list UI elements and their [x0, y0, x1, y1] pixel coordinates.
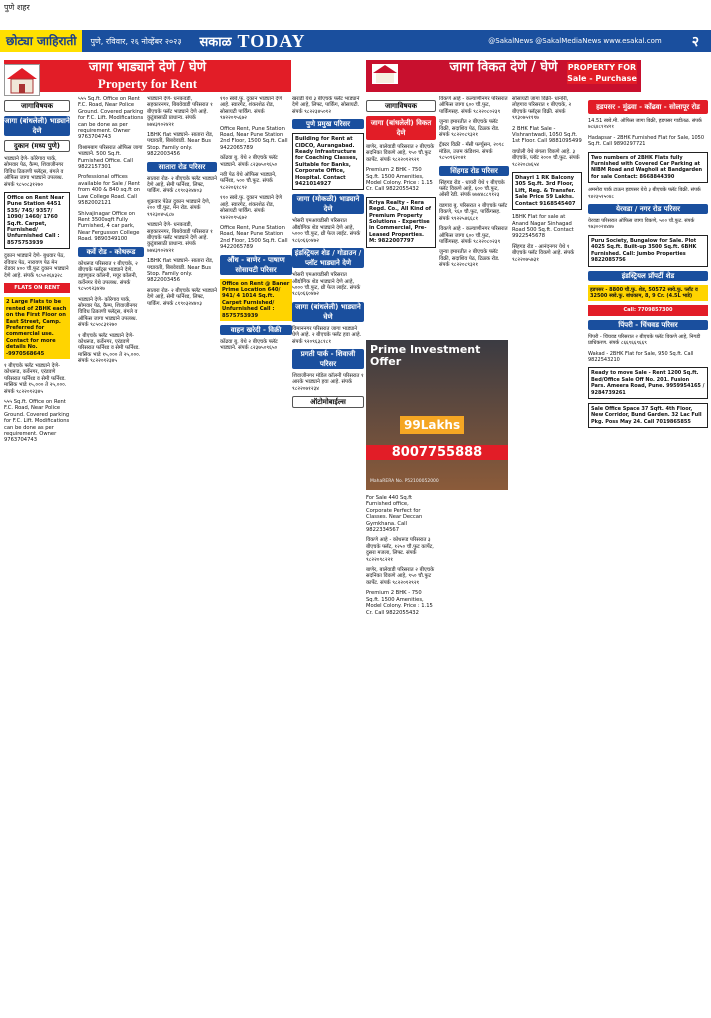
section-heading: कर्वे रोड - कोथरूड	[78, 247, 144, 257]
classified-ad: सोसायटी जागा विक्री- धानोरी, लोहगाव परिसरात १ बीएचके, २ बीएचके फ्लॅट्स विक्री. संपर्क ९१३०७५१११७	[512, 96, 572, 122]
prime-title: Prime Investment Offer	[370, 343, 481, 368]
house-icon	[372, 64, 398, 84]
classified-ad: दुकान भाड्याने देणे- बुधवार पेठ, रविवार पेठ, नारायण पेठ मेन रोडवर ४०० चौ.फुट दुकान भाड्याने देणे आहे. संपर्क ९८५०२६४३२८	[4, 253, 69, 279]
puru-ad: Puru Society, Bungalow for Sale. Plot 4025 Sq.ft. Built-up 3500 Sq.ft. 6BHK Furnished. Call: Jumbo Properties 9822085756	[588, 235, 708, 267]
classified-ad: ट्रॅक्टर विक्री - मॅसी फर्ग्युसन, २०१८ मॉडेल, उत्तम कंडिशन. संपर्क ९८५०९६२०४१	[439, 142, 505, 162]
classified-ad: नवी पेठ येथे ऑफिस भाड्याने, फर्निश्ड, ५०० चौ.फुट. संपर्क ९८२२०६१८९२	[220, 172, 277, 191]
section-heading: जागा (बांधलेली) भाड्याने देणे	[4, 117, 70, 135]
classified-ad: कोंढवा बु. येथे २ बीएचके फ्लॅट भाड्याने. संपर्क ८२३७५०९६५०	[220, 155, 278, 168]
classified-ad: Office Rent, Pune Station Road, Near Pune Station 2nd Floor, 1500 Sq.ft. Call 9422065789	[220, 125, 288, 151]
page-number: २	[691, 33, 699, 50]
section-heading: इंडस्ट्रियल प्रॉपर्टी शेड	[588, 271, 708, 281]
prime-rera: MahaRERA No. P52100052000	[370, 479, 439, 484]
prime-phone: 8007755888	[366, 445, 508, 460]
classified-ad: विकणे आहे - कल्याणीनगर परिसरात ऑफिस जागा ६०० चौ.फुट, पार्किंगसह. संपर्क ९८२२०८०२३९	[439, 96, 508, 115]
classified-ad: शिवाजीनगर मॉडेल कॉलनी परिसरात १ आरके भाड्याने हवा आहे. संपर्क ९८२२०७१२३४	[292, 372, 364, 392]
section-heading: प्रगती पार्क - शिवाजी परिसर	[292, 349, 364, 369]
classified-ad: सातारा रोड- २ बीएचके फ्लॅट भाड्याने देणे आहे, सेमी फर्निश्ड, लिफ्ट, पार्किंग. संपर्क ८१९०३२४४०३	[147, 175, 217, 195]
section-heading: वाहन खरेदी - विक्री	[220, 325, 292, 335]
column-3	[147, 96, 217, 1014]
classified-ad: येरवडा परिसरात ऑफिस जागा विकणे, ५०० चौ.फुट. संपर्क ९७३००२४४४७	[588, 218, 695, 231]
classified-ad: Professional offices available for Sale / Rent from 400 & 840 sq.ft on Law College Road. Call 9582002121	[78, 174, 141, 207]
classified-ad: 2 BHK Flat Sale - Vishrantwadi, 1050 Sq.ft. 1st Floor. Call 9881095499	[512, 125, 582, 145]
classified-ad: Shivajinagar Office on Rent 3500sqft Fully Furnished, 4 car park, Near Fergusson College Road. 9890349100	[78, 210, 140, 243]
classified-ad: विकणे आहे - कोथरूड परिसरात ३ बीएचके फ्लॅट, १२५० चौ.फुट कार्पेट, दुसरा मजला, लिफ्ट. संपर्क ९८२२०९८२२१	[366, 537, 434, 563]
section-heading: पुणे प्रमुख परिसर	[292, 119, 364, 129]
building-ad: Building for Rent at CIDCO, Aurangabad. Ready Infrastructure for Coaching Classes, Suitable for Banks, Corporate Office, Hospital. Contact 9421014927	[292, 133, 364, 190]
section-heading: येरवडा / नगर रोड परिसर	[588, 204, 708, 214]
classified-ad: भोसरी एमआयडीसी परिसरात औद्योगिक शेड भाड्याने देणे आहे, ५००० चौ.फुट, थ्री फेज लाईट. संपर्क ९८६०६६०४७२	[292, 218, 361, 244]
section-heading: हडपसर - मुंढवा - कोंढवा - सोलापूर रोड	[588, 100, 708, 114]
prime-price: 99Lakhs	[400, 416, 464, 434]
column-6-lower	[366, 495, 436, 1014]
two-numbers-ad: Two numbers of 2BHK Flats fully Furnished with Covered Car Parking at NIBM Road and Wagholi at Bandgarden for sale Contact: 8668844390	[588, 152, 708, 184]
classified-ad: Wakad - 2BHK Flat for Sale, 950 Sq.ft. Call 9822543210	[588, 350, 694, 363]
section-heading: सिंहगड रोड परिसर	[439, 166, 509, 176]
classified-ad: भाड्याने देणे- कोरेगाव पार्क, सोमवार पेठ, कैम्प, शिवाजीनगर विविध ठिकाणी फ्लॅट्स, बंगले व ऑफिस जागा भाड्याने उपलब्ध. संपर्क ९८५०८३१२७०	[78, 296, 138, 329]
classified-ad: वडगाव बु. परिसरात २ बीएचके फ्लॅट विकणे, ९६० चौ.फुट, पार्किंगसह. संपर्क ९९२२५४६६८१	[439, 202, 508, 222]
section-heading: जागा (मोकळी) भाड्याने देणे	[292, 194, 364, 214]
section-title: छोट्या जाहिराती	[0, 30, 82, 52]
industrial-call: Call: 7709857300	[588, 305, 708, 315]
column-8	[512, 96, 582, 1014]
section-heading: इंडस्ट्रियल शेड / गोडाउन / प्लॉट भाड्याने देणे	[292, 248, 364, 268]
section-heading: जागाविषयक	[4, 100, 70, 112]
classified-ad: जुन्या इमारतीत २ बीएचके फ्लॅट विक्री, सदाशिव पेठ, टिळक रोड. संपर्क ९८२२०८९३२१	[439, 119, 500, 139]
column-1	[4, 96, 70, 1014]
classified-ad: १ बीएचके फ्लॅट भाड्याने देणे- कोथरूड, कर्वेनगर, एरंडवणे परिसरात फर्निश्ड व सेमी फर्निश्ड. मासिक भाडे १५,००० ते २५,०००. संपर्क ९८२२०१२३४५	[78, 332, 141, 365]
dhayri-ad: Dhayri 1 RK Balcony 305 Sq.ft. 3rd Floor, Lift, Reg. & Transfer. Sale Price 59 Lakhs. Contact 9168545407	[512, 172, 582, 210]
classified-ad: विकणे आहे - कल्याणीनगर परिसरात ऑफिस जागा ६०० चौ.फुट, पार्किंगसह. संपर्क ९८२२०८०२३९	[439, 226, 508, 245]
sale-office-ad: Sale Office Space 37 Sqft. 4th Floor, New Corridor, Bund Garden. 32 Lac Full Pkg. Poss May 24. Call 7019865855	[588, 403, 708, 428]
section-heading: दुकान (मध्य पुणे)	[4, 140, 70, 152]
classified-ad: ५५५ Sq.ft. Office on Rent F.C. Road, Near Police Ground. Covered parking for F.C. Lift. Modifications can be done as per requirement. Owner 9763704743	[4, 399, 70, 444]
issue-date: पुणे, रविवार, २६ नोव्हेंबर २०२३	[90, 36, 182, 46]
classified-ad: भोसरी एमआयडीसी परिसरात औद्योगिक शेड भाड्याने देणे आहे, ५००० चौ.फुट, थ्री फेज लाईट. संपर्क ९८६०६६०४७२	[292, 272, 361, 298]
classified-ad: शुक्रवार पेठेत दुकान भाड्याने देणे, २०० चौ.फुट, मेन रोड. संपर्क ९९२३०४५६८७	[147, 198, 211, 218]
classified-ad: पिंपरी - चिंचवड परिसरात २ बीएचके फ्लॅट विकणे आहे, निगडी प्राधिकरण. संपर्क ८६६९६६९६६९	[588, 333, 701, 347]
flats-ad: 2 Large Flats to be rented of 2BHK each on the First Floor on East Street, Camp. Preferred for commercial use. Contact for more details No. -9970568645	[4, 297, 70, 359]
classified-ad: विश्रामबाग परिसरात ऑफिस जागा भाड्याने. 500 Sq.ft. Furnished Office. Call 9822157301	[78, 144, 143, 171]
classified-ad: ५५५ Sq.ft. Office on Rent F.C. Road, Near Police Ground. Covered parking for F.C. Lift. Modifications can be done as per requirement. Owner 9763704743	[78, 96, 144, 141]
classified-ad: ११० स्क्वे.फु. दुकान भाड्याने देणे आहे. स्वारगेट, शंकरशेठ रोड, सोसायटी पार्किंग. संपर्क ९४२२०९५६७२	[220, 96, 283, 122]
classified-ad: Office Rent, Pune Station Road, Near Pune Station 2nd Floor, 1500 Sq.ft. Call 9422065789	[220, 224, 288, 251]
ready-move-ad: Ready to move Sale - Rent 1200 Sq.ft. Bed/Office Sale Off No. 201. Fusion Pars. Ameera Road, Pune. 9959954165 / 9284739261	[588, 367, 708, 399]
classified-ad: ११० स्क्वे.फु. दुकान भाड्याने देणे आहे. स्वारगेट, शंकरशेठ रोड, सोसायटी पार्किंग. संपर्क ९४२२०९५६७२	[220, 195, 283, 221]
social-handles: @SakalNews @SakalMediaNews www.esakal.com	[488, 37, 662, 45]
section-heading: पिंपरी - चिंचवड परिसर	[588, 320, 708, 330]
classified-ad: Premium 2 BHK - 750 Sq.ft. 1500 Amenities, Model Colony. Price : 1.15 Cr. Call 9822055432	[366, 590, 433, 616]
rent-banner	[4, 60, 291, 92]
section-heading: जागाविषयक	[366, 100, 436, 112]
sale-banner	[366, 60, 641, 92]
kriya-ad: Kriya Realty - Rera Regd. Co., All Kind of Premium Property Solutions - Expertise in Commercial, Pre-Leased Properties. M: 9822007797	[366, 197, 436, 248]
classified-ad: सिंहगड रोड - आनंदनगर येथे १ बीएचके फ्लॅट विकणे आहे. संपर्क ९८२२०७५७३१	[512, 243, 575, 263]
classified-ad: Premium 2 BHK - 750 Sq.ft. 1500 Amenities, Model Colony. Price : 1.15 Cr. Call 9822055432	[366, 167, 433, 193]
classified-ad: विमाननगर परिसरात जागा भाड्याने घेणे आहे. २ बीएचके फ्लॅट हवा आहे. संपर्क ९२०९६३८१८१	[292, 325, 362, 345]
classified-ad: बाणेर, बालेवाडी परिसरात २ बीएचके सदनिका विकणे आहे, ९५० चौ.फुट कार्पेट. संपर्क ९८२२०१२९२१	[366, 144, 435, 163]
industrial-ad: हडपसर - 8800 चौ.फु. शेड, 50572 स्क्वे.फु. प्लॉट व 32500 स्क्वे.फु. बांधकाम, 8, 9 Cr. (4.5L भाडे)	[588, 285, 708, 302]
brand-today: TODAY	[237, 30, 306, 51]
classified-ad: १ बीएचके फ्लॅट भाड्याने देणे- कोथरूड, कर्वेनगर, एरंडवणे परिसरात फर्निश्ड व सेमी फर्निश्ड. मासिक भाडे १५,००० ते २५,०००. संपर्क ९८२२०१२३४५	[4, 362, 67, 395]
column-5	[292, 96, 364, 1014]
column-4	[220, 96, 292, 1014]
classified-ad: 1BHK flat भाड्याने- सातारा रोड, पद्मावती, बिबवेवाडी. Near Bus Stop. Family only. 9822003456	[147, 132, 214, 158]
column-7	[439, 96, 509, 1014]
classified-ad: कोथरूड परिसरात १ बीएचके, २ बीएचके फ्लॅट्स भाड्याने देणे. डहाणूकर कॉलनी, मयूर कॉलनी, कर्वेनगर येथे उपलब्ध. संपर्क ९८५०१२३४२७	[78, 260, 138, 293]
classified-ad: For Sale 440 Sq.ft Furnished office, Corporate Perfect for Classes. Near Deccan Gymkhana. Call 9822334567	[366, 495, 423, 534]
section-heading: औंध - बाणेर - पाषाण सोसायटी परिसर	[220, 255, 292, 275]
classified-ad: Hadapsar - 2BHK Furnished Flat for Sale, 1050 Sq.ft. Call 9890297721	[588, 134, 705, 148]
sale-banner-english: PROPERTY FOR Sale - Purchase	[567, 63, 637, 83]
classified-ad: खराडी येथे ३ बीएचके फ्लॅट भाड्याने देणे आहे, लिफ्ट, पार्किंग, सोसायटी. संपर्क ९८२२३४५०१२	[292, 96, 360, 115]
flats-heading: FLATS ON RENT	[4, 283, 70, 293]
column-9	[588, 96, 708, 1014]
classified-ad: सिंहगड रोड - धायरी येथे १ बीएचके फ्लॅट विकणे आहे, ६०० चौ.फुट, ओसी रेडी. संपर्क ७७४४८८९१२३	[439, 179, 505, 199]
classified-ad: 1BHK flat भाड्याने- सातारा रोड, पद्मावती, बिबवेवाडी. Near Bus Stop. Family only. 9822003456	[147, 258, 214, 284]
classified-ad: कोंढवा बु. येथे २ बीएचके फ्लॅट भाड्याने. संपर्क ८२३७५०९६५०	[220, 338, 278, 352]
rent-banner-marathi: जागा भाड्याने देणे / घेणे	[88, 60, 207, 75]
classified-ad: बाणेर, बालेवाडी परिसरात २ बीएचके सदनिका विकणे आहे, ९५० चौ.फुट कार्पेट. संपर्क ९८२२०१२९२१	[366, 567, 435, 586]
classified-ad: जुन्या इमारतीत २ बीएचके फ्लॅट विक्री, सदाशिव पेठ, टिळक रोड. संपर्क ९८२२०८९३२१	[439, 249, 500, 269]
column-2	[78, 96, 144, 1014]
rent-banner-english: Property for Rent	[97, 76, 198, 91]
brand-name: सकाळ	[199, 35, 232, 50]
classified-ad: वाघोली येथे बंगला विकणे आहे. ३ बीएचके, प्लॉट २००० चौ.फुट. संपर्क ९८२२०८७६५४	[512, 148, 580, 168]
office-baner-ad: Office on Rent @ Baner Prime Location 640/ 941/ 4 1014 Sq.ft. Carpet Furnished/ Unfurnished Call : 8575753939	[220, 279, 292, 321]
classified-ad: अमनोरा पार्क टाऊन हडपसर येथे ३ बीएचके फ्लॅट विक्री. संपर्क ९४२३५१५०४८	[588, 187, 701, 200]
section-heading: ऑटोमोबाईल्स	[292, 396, 364, 408]
classified-ad: 1BHK Flat for sale at Anand Nagar Sinhagad Road 500 Sq.ft. Contact 9922545678	[512, 214, 574, 240]
classified-ad: भाड्याने देणे- कोरेगाव पार्क, सोमवार पेठ, कैम्प, शिवाजीनगर विविध ठिकाणी फ्लॅट्स, बंगले व ऑफिस जागा भाड्याने उपलब्ध. संपर्क ९८५०८३१२७०	[4, 156, 64, 188]
classified-ad: भाड्याने देणे- धनकवडी, सहकारनगर, बिबवेवाडी परिसरात १ बीएचके फ्लॅट भाड्याने देणे आहे. कुटुंबासाठी प्राधान्य. संपर्क ७७४३९०२४२१	[147, 222, 213, 254]
top-label: पुणे शहर	[4, 3, 30, 12]
sale-banner-marathi: जागा विकत देणे / घेणे	[449, 60, 558, 75]
masthead	[0, 30, 711, 52]
office-ad: Office on Rent Near Pune Station 4451 535/ 745/ 9357/ 1090/ 1460/ 1760 Sq.ft. Carpet, Furnished/ Unfurnished Call : 8575753939	[4, 192, 70, 249]
section-heading: सातारा रोड परिसर	[147, 162, 217, 172]
classified-ad: 14.51 स्क्वे.मी. ऑफिस जागा विक्री, हडपसर गाडीतळ. संपर्क ७८६४८१२४२१	[588, 118, 702, 131]
classified-ad: भाड्याने देणे- धनकवडी, सहकारनगर, बिबवेवाडी परिसरात १ बीएचके फ्लॅट भाड्याने देणे आहे. कुटुंबासाठी प्राधान्य. संपर्क ७७४३९०२४२१	[147, 96, 213, 128]
house-icon	[4, 64, 40, 96]
classified-ad: सातारा रोड- २ बीएचके फ्लॅट भाड्याने देणे आहे, सेमी फर्निश्ड, लिफ्ट, पार्किंग. संपर्क ८१९०३२४४०३	[147, 287, 217, 307]
section-heading: जागा (बांधलेली) विकत देणे	[366, 116, 436, 140]
section-heading: जागा (बांधलेली) भाड्याने घेणे	[292, 302, 364, 322]
